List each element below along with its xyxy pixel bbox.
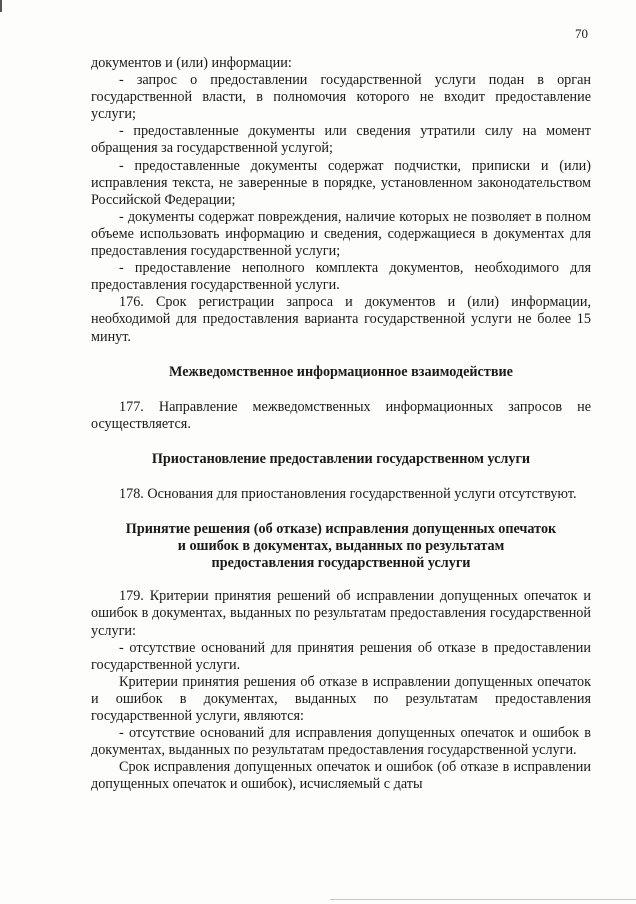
scan-bottom-edge [330, 899, 636, 900]
list-item-corrections: - предоставленные документы содержат подчистки, приписки и (или) исправления текста, не заверенные в порядке, установленном законодательством Российской Федерации; [91, 157, 591, 208]
list-item-no-refusal-grounds: - отсутствие оснований для принятия решения об отказе в предоставлении государственной услуги. [91, 639, 591, 673]
list-item-wrong-authority: - запрос о предоставлении государственной услуги подан в орган государственной власти, в полномочия которого не входит предоставление услуги; [91, 72, 591, 123]
paragraph-176: 176. Срок регистрации запроса и документов и (или) информации, необходимой для предоставления варианта государственной услуги не более 15 минут. [91, 294, 591, 345]
heading-line-3: предоставления государственной услуги [211, 555, 471, 572]
paragraph-179: 179. Критерии принятия решений об исправлении допущенных опечаток и ошибок в документах, выданных по результатам предоставления государственной услуги: [91, 588, 591, 639]
heading-line-2: и ошибок в документах, выданных по результатам [177, 538, 505, 555]
paragraph-continuation: документов и (или) информации: [91, 55, 292, 71]
list-item-incomplete-set: - предоставление неполного комплекта документов, необходимого для предоставления государственной услуги. [91, 260, 591, 294]
paragraph-178: 178. Основания для приостановления государственной услуги отсутствуют. [119, 485, 577, 502]
page-number: 70 [575, 26, 588, 41]
section-heading-suspension: Приостановление предоставлении государственном услуги [151, 450, 531, 467]
paragraph-correction-deadline: Срок исправления допущенных опечаток и ошибок (об отказе в исправлении допущенных опечаток и ошибок), исчисляемый с даты [91, 759, 591, 793]
section-heading-interagency: Межведомственное информационное взаимодействие [169, 363, 513, 380]
scan-edge-mark [0, 0, 2, 12]
list-item-expired-documents: - предоставленные документы или сведения утратили силу на момент обращения за государственной услугой; [91, 123, 591, 157]
paragraph-refusal-criteria: Критерии принятия решения об отказе в исправлении допущенных опечаток и ошибок в документах, выданных по результатам предоставления государственной услуги, являются: [91, 673, 591, 724]
section-heading-corrections [91, 521, 591, 572]
document-body [91, 55, 591, 793]
heading-line-1: Принятие решения (об отказе) исправления допущенных опечаток [125, 521, 557, 538]
list-item-damaged-documents: - документы содержат повреждения, наличие которых не позволяет в полном объеме использовать информацию и сведения, содержащиеся в документах для предоставления государственной услуги; [91, 208, 591, 260]
paragraph-177: 177. Направление межведомственных информационных запросов не осуществляется. [91, 398, 591, 432]
list-item-no-correction-grounds: - отсутствие оснований для исправления допущенных опечаток и ошибок в документах, выданных по результатам предоставления государственной услуги. [91, 725, 591, 759]
